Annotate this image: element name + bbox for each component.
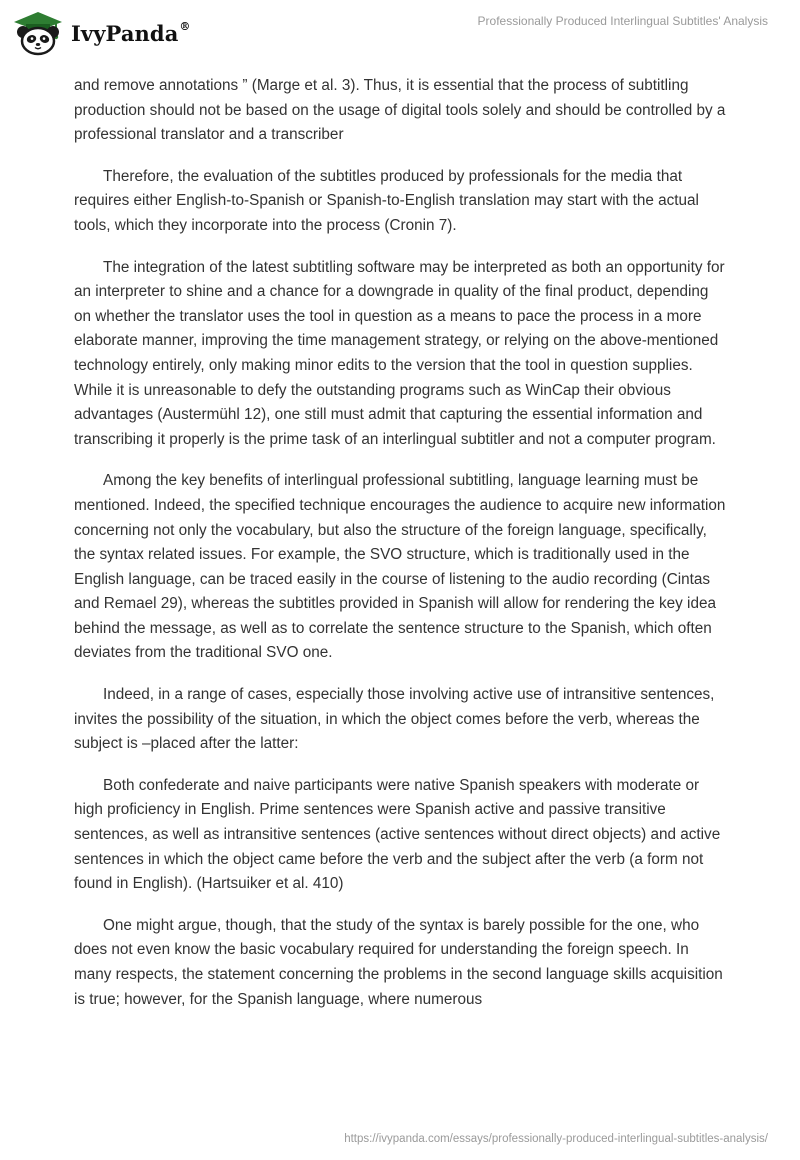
page-header xyxy=(0,0,800,66)
block-quote-paragraph: Both confederate and naive participants were native Spanish speakers with moderate or high proficiency in English. Prime sentences were Spanish active and passive transitive sentences, as well as intransitive sentences (active sentences without direct objects) and active sentences in which the object came before the verb and the subject after the verb (a form not found in English). (Hartsuiker et al. 410) xyxy=(74,776,721,893)
paragraph: The integration of the latest subtitling software may be interpreted as both an opportunity for an interpreter to shine and a chance for a downgrade in quality of the final product, depending on whether the translator uses the tool in question as a means to pace the process in a more elaborate manner, improving the time management strategy, or relying on the above-mentioned technology entirely, only making minor edits to the version that the tool in question supplies. While it is unreasonable to defy the outstanding programs such as WinCap their obvious advantages (Austermühl 12), one still must admit that capturing the essential information and transcribing it properly is the prime task of an interlingual subtitler and not a computer program. xyxy=(74,258,725,448)
paragraph: Indeed, in a range of cases, especially those involving active use of intransitive sentences, invites the possibility of the situation, in which the object comes before the verb, whereas the subject is –placed after the latter: xyxy=(74,686,715,753)
brand-logo[interactable] xyxy=(12,10,191,56)
essay-body xyxy=(74,74,726,1029)
brand-name: IvyPanda xyxy=(71,21,179,46)
paragraph: Among the key benefits of interlingual professional subtitling, language learning must be mentioned. Indeed, the specified technique encourages the audience to acquire new information concerning not only the vocabulary, but also the structure of the foreign language, specifically, the syntax related issues. For example, the SVO structure, which is traditionally used in the English language, can be traced easily in the course of listening to the audio recording (Cintas and Remael 29), whereas the subtitles provided in Spanish will allow for rendering the key idea behind the message, as well as to correlate the sentence structure to the Spanish, which often deviates from the traditional SVO one. xyxy=(74,472,726,662)
paragraph: Therefore, the evaluation of the subtitles produced by professionals for the media that requires either English-to-Spanish or Spanish-to-English translation may start with the actual tools, which they incorporate into the process (Cronin 7). xyxy=(74,167,699,234)
document-title: Professionally Produced Interlingual Subtitles' Analysis xyxy=(477,14,768,28)
registered-mark: ® xyxy=(179,20,191,33)
paragraph-continued: and remove annotations ” (Marge et al. 3). Thus, it is essential that the process of subtitling production should not be based on the usage of digital tools solely and should be controlled by a professional translator and a transcriber xyxy=(74,77,726,144)
source-url[interactable]: https://ivypanda.com/essays/professionally-produced-interlingual-subtitles-analysis/ xyxy=(344,1133,768,1145)
brand-wordmark xyxy=(71,20,191,46)
paragraph: One might argue, though, that the study of the syntax is barely possible for the one, who does not even know the basic vocabulary required for understanding the foreign speech. In many respects, the statement concerning the problems in the second language skills acquisition is true; however, for the Spanish language, where numerous xyxy=(74,916,723,1008)
panda-graduate-icon xyxy=(12,10,64,56)
